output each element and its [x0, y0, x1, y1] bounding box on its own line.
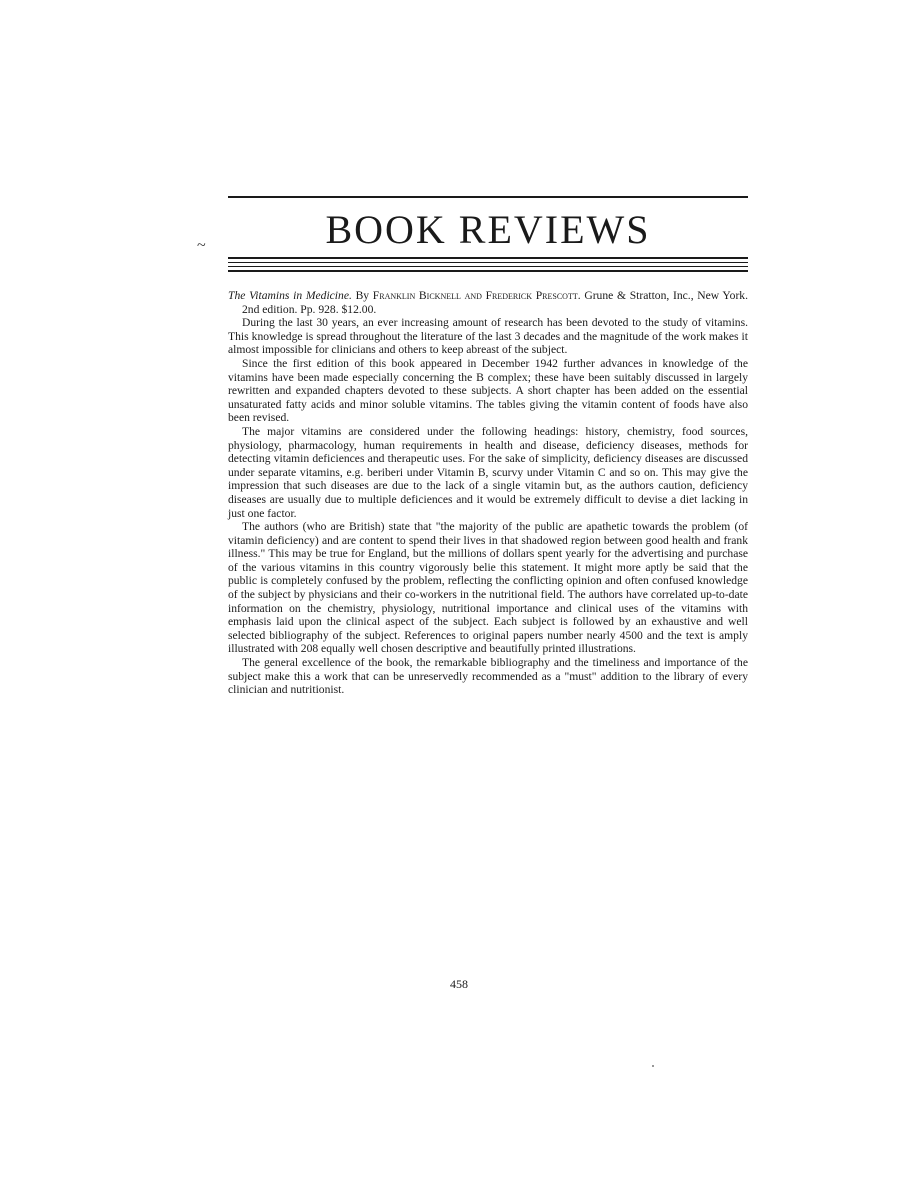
review-paragraph: During the last 30 years, an ever increasing amount of research has been devoted to the study of vitamins. This knowledge is spread throughout the literature of the last 3 decades and the magnitude of the work makes it almost impossible for clinicians and others to keep abreast of the subject.	[228, 316, 748, 357]
heading-rule	[228, 270, 748, 272]
review-citation	[228, 289, 748, 316]
review-article	[228, 289, 748, 697]
book-authors: Franklin Bicknell and Frederick Prescott	[372, 289, 578, 302]
scan-speck	[652, 1065, 654, 1067]
review-paragraph: The general excellence of the book, the remarkable bibliography and the timeliness and importance of the subject make this a work that can be unreservedly recommended as a "must" addition to the library of every clinician and nutritionist.	[228, 656, 748, 697]
publisher-info: . Grune & Stratton, Inc., New York. 2nd edition. Pp. 928. $12.00.	[242, 289, 748, 316]
page-number: 458	[450, 977, 468, 991]
heading-rule	[228, 266, 748, 267]
review-paragraph: Since the first edition of this book appeared in December 1942 further advances in knowledge of the vitamins have been made especially concerning the B complex; these have been suitably discussed in largely rewritten and expanded chapters devoted to these subjects. A short chapter has been added on the essential unsaturated fatty acids and minor soluble vitamins. The tables giving the vitamin content of foods have also been revised.	[228, 356, 748, 425]
review-paragraph: The authors (who are British) state that "the majority of the public are apathetic towards the problem (of vitamin deficiency) and are content to spend their lives in that shadowed region between good health and frank illness." This may be true for England, but the millions of dollars spent yearly for the advertising and purchase of the various vitamins in this country vigorously belie this statement. It might more aptly be said that the public is completely confused by the problem, reflecting the conflicting opinion and often confused knowledge of the subject by physicians and their co-workers in the nutritional field. The authors have correlated up-to-date information on the chemistry, physiology, nutritional importance and clinical uses of the vitamins with emphasis laid upon the clinical aspect of the subject. Each subject is followed by an exhaustive and well selected bibliography of the subject. References to original papers number nearly 4500 and the text is amply illustrated with 208 equally well chosen descriptive and beautifully printed illustrations.	[228, 520, 748, 656]
page-heading: BOOK REVIEWS	[325, 207, 651, 252]
review-paragraph: The major vitamins are considered under the following headings: history, chemistry, food sources, physiology, pharmacology, human requirements in health and disease, deficiency diseases, methods for detecting vitamin deficiences and therapeutic uses. For the sake of simplicity, deficiency diseases are discussed under separate vitamins, e.g. beriberi under Vitamin B, scurvy under Vitamin C and so on. This may give the impression that such diseases are due to the lack of a single vitamin but, as the authors caution, deficiency diseases are usually due to multiple deficiences and it would be extremely difficult to devise a diet lacking in just one factor.	[228, 424, 748, 520]
heading-rule	[228, 257, 748, 259]
heading-rule	[228, 262, 748, 263]
top-rule	[228, 196, 748, 198]
book-title: The Vitamins in Medicine.	[228, 289, 352, 302]
margin-mark: ~	[197, 237, 206, 254]
citation-by: By	[351, 289, 373, 302]
